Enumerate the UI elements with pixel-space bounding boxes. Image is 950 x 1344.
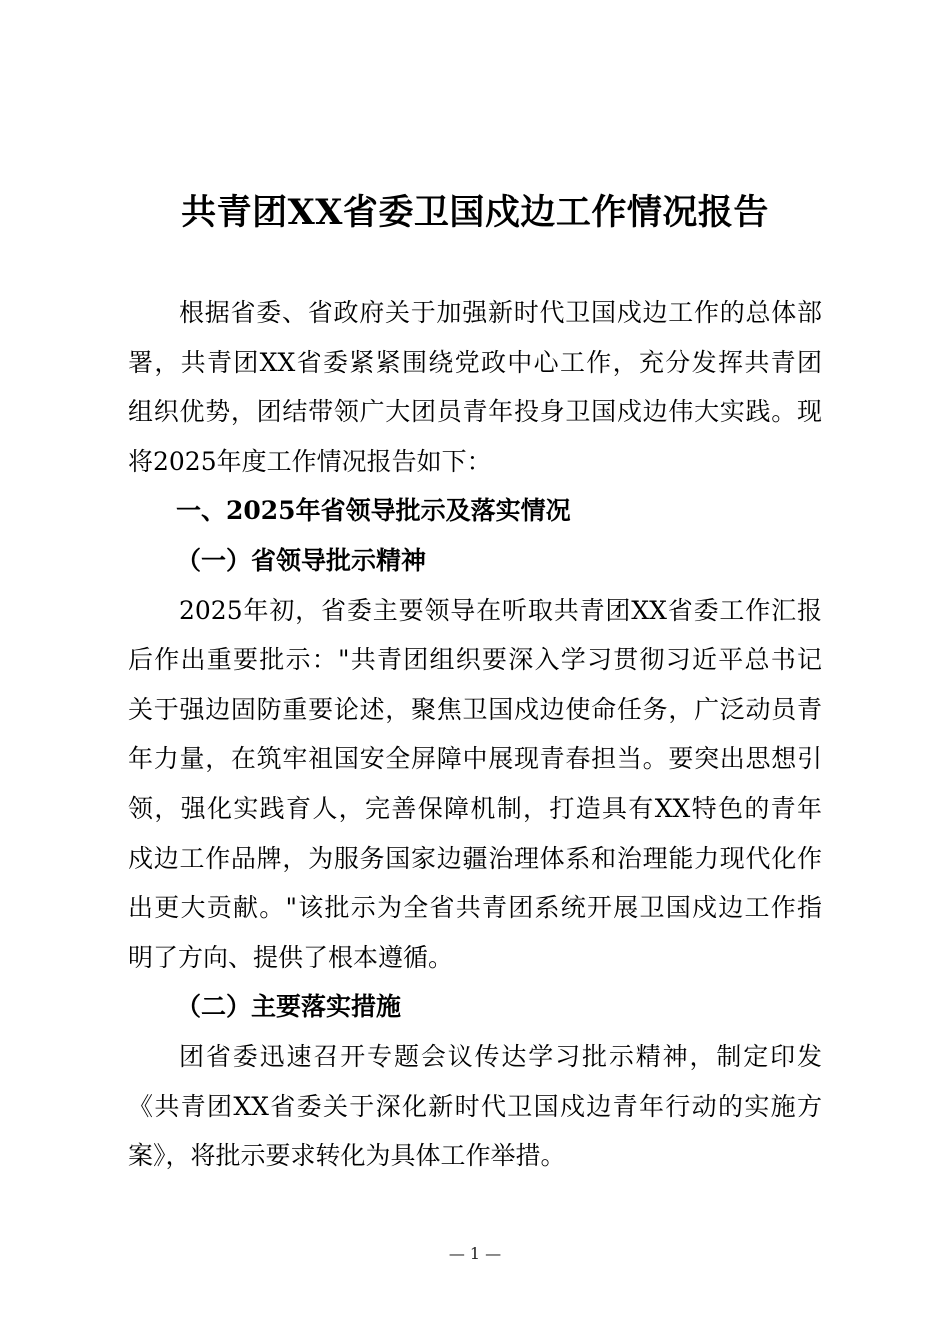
paragraph-line: 戍边工作品牌，为服务国家边疆治理体系和治理能力现代化作 [128,843,822,873]
paragraph-line: 案》，将批示要求转化为具体工作举措。 [128,1141,566,1171]
subsection-heading: （二）主要落实措施 [176,992,402,1022]
page-number: — 1 — [448,1244,502,1263]
subsection-heading: （一）省领导批示精神 [176,545,427,575]
paragraph-line: 将2025年度工作情况报告如下： [128,446,492,476]
paragraph-line: 团省委迅速召开专题会议传达学习批示精神，制定印发 [179,1041,822,1071]
paragraph-line: 领，强化实践育人，完善保障机制，打造具有XX特色的青年 [128,793,822,823]
document-body [128,288,822,1181]
document-title: 共青团XX省委卫国戍边工作情况报告 [181,192,769,233]
paragraph-line: 《共青团XX省委关于深化新时代卫国戍边青年行动的实施方 [128,1091,822,1121]
section-heading: 一、2025年省领导批示及落实情况 [176,496,571,526]
paragraph-line: 关于强边固防重要论述，聚焦卫国戍边使命任务，广泛动员青 [128,694,822,724]
paragraph-line: 组织优势，团结带领广大团员青年投身卫国戍边伟大实践。现 [128,397,822,427]
paragraph-line: 年力量，在筑牢祖国安全屏障中展现青春担当。要突出思想引 [128,744,822,774]
paragraph-line: 2025年初，省委主要领导在听取共青团XX省委工作汇报 [179,595,822,625]
paragraph-line: 明了方向、提供了根本遵循。 [128,942,454,972]
paragraph-line: 根据省委、省政府关于加强新时代卫国戍边工作的总体部 [179,298,822,327]
paragraph-line: 署，共青团XX省委紧紧围绕党政中心工作，充分发挥共青团 [128,347,822,377]
paragraph-line: 出更大贡献。"该批示为全省共青团系统开展卫国戍边工作指 [128,893,822,923]
paragraph-line: 后作出重要批示："共青团组织要深入学习贯彻习近平总书记 [128,645,822,675]
